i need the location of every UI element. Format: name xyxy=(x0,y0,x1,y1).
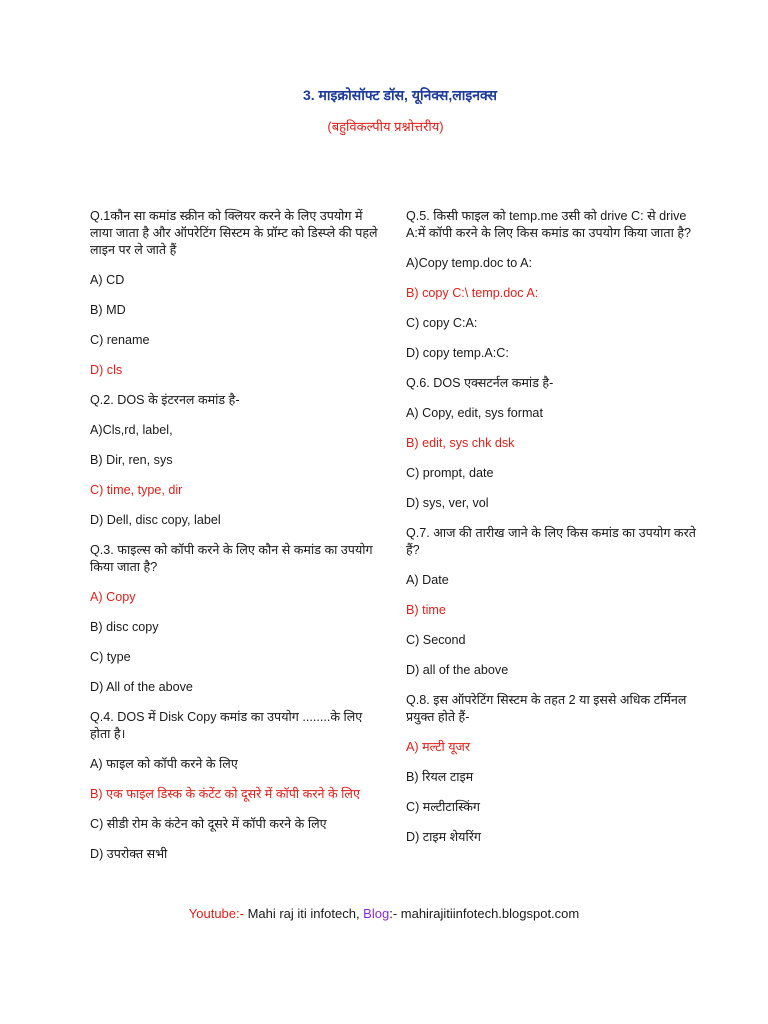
answer-option: D) copy temp.A:C: xyxy=(406,346,509,360)
answer-option: A) Date xyxy=(406,573,449,587)
answer-option: C) prompt, date xyxy=(406,466,494,480)
right-question-column xyxy=(406,208,696,859)
answer-option: D) All of the above xyxy=(90,680,193,694)
answer-option: C) rename xyxy=(90,333,150,347)
question-text: Q.7. आज की तारीख जाने के लिए किस कमांड का उपयोग करते हैं? xyxy=(406,526,696,557)
youtube-channel: Mahi raj iti infotech, xyxy=(243,906,364,921)
question-text: Q.4. DOS में Disk Copy कमांड का उपयोग ........के लिए होता है। xyxy=(90,710,363,741)
question-text: Q.8. इस ऑपरेटिंग सिस्टम के तहत 2 या इससे अधिक टर्मिनल प्रयुक्त होते हैं- xyxy=(406,693,687,724)
answer-option-correct: B) copy C:\ temp.doc A: xyxy=(406,286,539,300)
answer-option: D) sys, ver, vol xyxy=(406,496,489,510)
answer-option: B) रियल टाइम xyxy=(406,770,474,784)
footer xyxy=(0,906,768,921)
answer-option: C) type xyxy=(90,650,131,664)
answer-option: B) disc copy xyxy=(90,620,159,634)
answer-option-correct: B) एक फाइल डिस्क के कंटेंट को दूसरे में कॉपी करने के लिए xyxy=(90,787,360,801)
answer-option-correct: A) मल्टी यूजर xyxy=(406,740,471,754)
answer-option: A) फाइल को कॉपी करने के लिए xyxy=(90,757,238,771)
answer-option: D) Dell, disc copy, label xyxy=(90,513,221,527)
left-question-column xyxy=(90,208,380,876)
answer-option-correct: A) Copy xyxy=(90,590,136,604)
answer-option: A) Copy, edit, sys format xyxy=(406,406,543,420)
answer-option: C) मल्टीटास्किंग xyxy=(406,800,480,814)
answer-option: D) टाइम शेयरिंग xyxy=(406,830,481,844)
blog-url: :- mahirajitiinfotech.blogspot.com xyxy=(389,906,580,921)
answer-option: D) all of the above xyxy=(406,663,509,677)
answer-option-correct: D) cls xyxy=(90,363,123,377)
youtube-label: Youtube:- xyxy=(188,906,244,921)
page-subtitle: (बहुविकल्पीय प्रश्नोत्तरीय) xyxy=(327,119,444,134)
answer-option: D) उपरोक्त सभी xyxy=(90,847,168,861)
question-text: Q.6. DOS एक्सटर्नल कमांड है- xyxy=(406,376,554,390)
question-text: Q.3. फाइल्स को कॉपी करने के लिए कौन से कमांड का उपयोग किया जाता है? xyxy=(90,543,373,574)
answer-option: A)Copy temp.doc to A: xyxy=(406,256,532,270)
question-text: Q.2. DOS के इंटरनल कमांड है- xyxy=(90,393,240,407)
blog-label: Blog xyxy=(363,906,390,921)
answer-option: B) Dir, ren, sys xyxy=(90,453,173,467)
answer-option-correct: B) time xyxy=(406,603,446,617)
answer-option: C) copy C:A: xyxy=(406,316,478,330)
question-text: Q.1कौन सा कमांड स्क्रीन को क्लियर करने के लिए उपयोग में लाया जाता है और ऑपरेटिंग सिस्टम के प्रॉम्ट को डिस्प्ले की पहले लाइन पर ले जाते हैं xyxy=(90,209,378,257)
page-title: 3. माइक्रोसॉफ्ट डॉस, यूनिक्स,लाइनक्स xyxy=(302,87,498,103)
answer-option-correct: B) edit, sys chk dsk xyxy=(406,436,515,450)
answer-option: A)Cls,rd, label, xyxy=(90,423,173,437)
answer-option-correct: C) time, type, dir xyxy=(90,483,183,497)
question-text: Q.5. किसी फाइल को temp.me उसी को drive C: से drive A:में कॉपी करने के लिए किस कमांड का उपयोग किया जाता है? xyxy=(406,209,692,240)
answer-option: C) सीडी रोम के कंटेन को दूसरे में कॉपी करने के लिए xyxy=(90,817,327,831)
answer-option: B) MD xyxy=(90,303,126,317)
answer-option: A) CD xyxy=(90,273,125,287)
answer-option: C) Second xyxy=(406,633,466,647)
